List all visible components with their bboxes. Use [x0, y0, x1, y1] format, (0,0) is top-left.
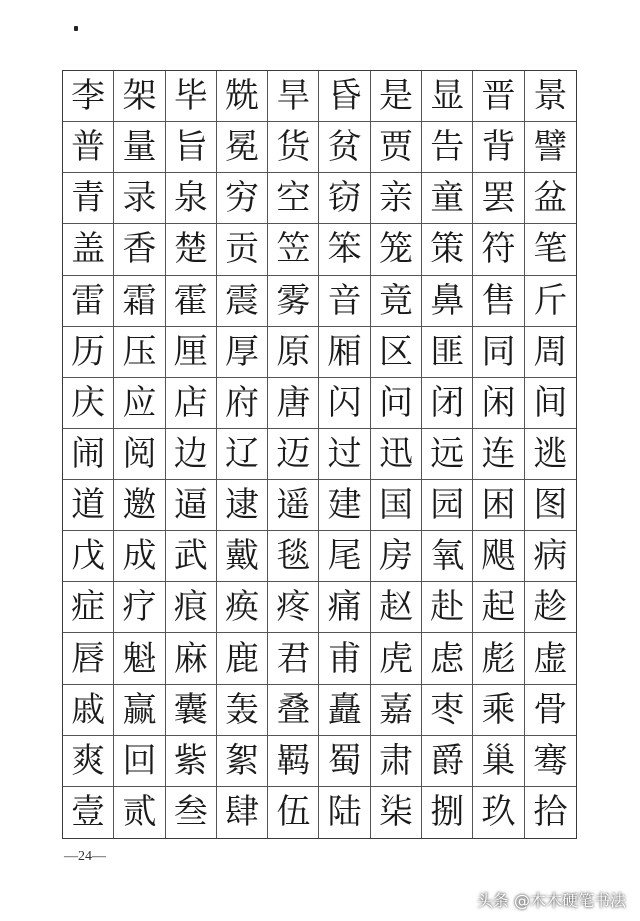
grid-cell: 量 — [114, 122, 165, 173]
grid-cell: 痪 — [217, 582, 268, 633]
grid-cell: 厚 — [217, 327, 268, 378]
grid-cell: 边 — [166, 429, 217, 480]
grid-cell: 飓 — [473, 531, 524, 582]
grid-cell: 原 — [268, 327, 319, 378]
grid-cell: 青 — [63, 173, 114, 224]
grid-cell: 道 — [63, 480, 114, 531]
grid-cell: 赢 — [114, 685, 165, 736]
grid-cell: 是 — [371, 71, 422, 122]
grid-cell: 乘 — [473, 685, 524, 736]
grid-cell: 捌 — [422, 787, 473, 838]
grid-cell: 罢 — [473, 173, 524, 224]
grid-cell: 震 — [217, 276, 268, 327]
grid-cell: 旱 — [268, 71, 319, 122]
grid-cell: 戚 — [63, 685, 114, 736]
grid-cell: 周 — [525, 327, 576, 378]
grid-cell: 连 — [473, 429, 524, 480]
grid-cell: 羁 — [268, 736, 319, 787]
grid-cell: 君 — [268, 633, 319, 684]
grid-cell: 霜 — [114, 276, 165, 327]
grid-cell: 远 — [422, 429, 473, 480]
grid-cell: 冕 — [217, 122, 268, 173]
grid-cell: 斤 — [525, 276, 576, 327]
grid-cell: 贾 — [371, 122, 422, 173]
grid-cell: 虚 — [525, 633, 576, 684]
grid-cell: 迅 — [371, 429, 422, 480]
grid-cell: 售 — [473, 276, 524, 327]
grid-cell: 阅 — [114, 429, 165, 480]
ink-dot — [74, 26, 78, 31]
grid-cell: 贰 — [114, 787, 165, 838]
grid-cell: 虎 — [371, 633, 422, 684]
grid-cell: 策 — [422, 224, 473, 275]
grid-cell: 匪 — [422, 327, 473, 378]
grid-cell: 困 — [473, 480, 524, 531]
grid-cell: 拾 — [533, 792, 568, 833]
grid-cell: 笠 — [268, 224, 319, 275]
grid-cell: 盆 — [525, 173, 576, 224]
grid-cell: 同 — [473, 327, 524, 378]
grid-cell: 显 — [422, 71, 473, 122]
grid-cell: 骞 — [525, 736, 576, 787]
grid-cell: 昏 — [319, 71, 370, 122]
grid-cell: 贫 — [319, 122, 370, 173]
grid-cell: 壹 — [63, 787, 114, 838]
grid-cell: 逮 — [217, 480, 268, 531]
grid-cell: 应 — [114, 378, 165, 429]
grid-cell: 骨 — [525, 685, 576, 736]
grid-cell: 虑 — [422, 633, 473, 684]
grid-cell: 景 — [525, 71, 576, 122]
grid-cell: 蜀 — [319, 736, 370, 787]
grid-cell: 庆 — [63, 378, 114, 429]
grid-cell: 音 — [319, 276, 370, 327]
grid-cell: 符 — [473, 224, 524, 275]
grid-cell: 历 — [63, 327, 114, 378]
grid-cell: 氧 — [422, 531, 473, 582]
grid-cell: 问 — [371, 378, 422, 429]
grid-cell: 成 — [114, 531, 165, 582]
grid-cell: 府 — [217, 378, 268, 429]
grid-cell: 贡 — [217, 224, 268, 275]
grid-cell: 区 — [371, 327, 422, 378]
grid-cell: 叠 — [268, 685, 319, 736]
grid-cell: 闹 — [63, 429, 114, 480]
grid-cell: 空 — [268, 173, 319, 224]
grid-cell: 回 — [114, 736, 165, 787]
grid-cell: 赵 — [371, 582, 422, 633]
grid-cell: 轰 — [217, 685, 268, 736]
grid-cell: 柒 — [371, 787, 422, 838]
grid-cell: 巢 — [473, 736, 524, 787]
grid-cell: 童 — [422, 173, 473, 224]
grid-cell: 魁 — [114, 633, 165, 684]
grid-cell: 麻 — [166, 633, 217, 684]
grid-cell: 兟 — [217, 71, 268, 122]
grid-cell: 厘 — [166, 327, 217, 378]
grid-cell: 逼 — [166, 480, 217, 531]
grid-cell: 症 — [63, 582, 114, 633]
grid-cell: 压 — [114, 327, 165, 378]
grid-cell: 亲 — [371, 173, 422, 224]
grid-cell: 告 — [422, 122, 473, 173]
grid-cell: 遥 — [268, 480, 319, 531]
grid-cell: 李 — [63, 71, 114, 122]
grid-cell: 囊 — [166, 685, 217, 736]
grid-cell: 疼 — [268, 582, 319, 633]
grid-cell: 霍 — [166, 276, 217, 327]
grid-cell: 伍 — [268, 787, 319, 838]
grid-cell: 厢 — [319, 327, 370, 378]
grid-cell: 旨 — [166, 122, 217, 173]
grid-cell: 毕 — [166, 71, 217, 122]
grid-cell: 邀 — [114, 480, 165, 531]
grid-cell: 戊 — [63, 531, 114, 582]
grid-cell: 货 — [268, 122, 319, 173]
grid-cell: 雷 — [63, 276, 114, 327]
grid-cell: 过 — [319, 429, 370, 480]
grid-cell: 笔 — [525, 224, 576, 275]
grid-cell: 玖 — [473, 787, 524, 838]
grid-cell: 肆 — [217, 787, 268, 838]
grid-cell: 雾 — [268, 276, 319, 327]
grid-cell: 架 — [114, 71, 165, 122]
grid-cell: 肃 — [371, 736, 422, 787]
grid-cell: 园 — [422, 480, 473, 531]
grid-cell: 鹿 — [217, 633, 268, 684]
page-number: —24— — [64, 849, 106, 864]
grid-cell: 晋 — [473, 71, 524, 122]
grid-cell: 武 — [166, 531, 217, 582]
grid-cell: 间 — [525, 378, 576, 429]
grid-cell: 絮 — [217, 736, 268, 787]
grid-cell: 房 — [371, 531, 422, 582]
grid-cell: 笼 — [371, 224, 422, 275]
grid-cell: 枣 — [422, 685, 473, 736]
grid-cell: 竟 — [371, 276, 422, 327]
grid-cell: 鼻 — [422, 276, 473, 327]
grid-cell: 香 — [114, 224, 165, 275]
grid-cell: 图 — [525, 480, 576, 531]
grid-cell: 病 — [525, 531, 576, 582]
grid-cell: 痕 — [166, 582, 217, 633]
grid-cell: 赴 — [422, 582, 473, 633]
grid-cell: 国 — [371, 480, 422, 531]
grid-cell: 疗 — [114, 582, 165, 633]
grid-cell: 痛 — [319, 582, 370, 633]
grid-cell: 楚 — [166, 224, 217, 275]
grid-cell: 迈 — [268, 429, 319, 480]
grid-cell: 叁 — [166, 787, 217, 838]
grid-cell: 闭 — [422, 378, 473, 429]
grid-cell: 唐 — [268, 378, 319, 429]
grid-cell: 陆 — [319, 787, 370, 838]
grid-cell: 尾 — [319, 531, 370, 582]
grid-cell: 店 — [166, 378, 217, 429]
grid-cell: 紫 — [166, 736, 217, 787]
grid-cell: 闪 — [319, 378, 370, 429]
grid-cell: 穷 — [217, 173, 268, 224]
grid-cell: 窃 — [319, 173, 370, 224]
grid-cell: 辽 — [217, 429, 268, 480]
grid-cell: 普 — [63, 122, 114, 173]
grid-cell: 唇 — [63, 633, 114, 684]
watermark-text: 头条 @木木硬笔书法 — [476, 891, 626, 910]
grid-cell: 录 — [114, 173, 165, 224]
grid-cell: 爵 — [422, 736, 473, 787]
grid-cell: 戴 — [217, 531, 268, 582]
grid-cell: 矗 — [319, 685, 370, 736]
character-grid — [62, 70, 577, 839]
grid-cell: 爽 — [63, 736, 114, 787]
grid-cell: 趁 — [525, 582, 576, 633]
grid-cell: 闲 — [473, 378, 524, 429]
grid-cell: 起 — [473, 582, 524, 633]
grid-cell: 彪 — [473, 633, 524, 684]
grid-cell: 泉 — [166, 173, 217, 224]
grid-cell: 建 — [319, 480, 370, 531]
grid-cell: 盖 — [63, 224, 114, 275]
grid-cell: 背 — [473, 122, 524, 173]
grid-cell: 譬 — [525, 122, 576, 173]
grid-cell: 笨 — [319, 224, 370, 275]
grid-cell: 毯 — [268, 531, 319, 582]
grid-cell: 甫 — [319, 633, 370, 684]
grid-cell: 嘉 — [371, 685, 422, 736]
grid-cell: 逃 — [525, 429, 576, 480]
